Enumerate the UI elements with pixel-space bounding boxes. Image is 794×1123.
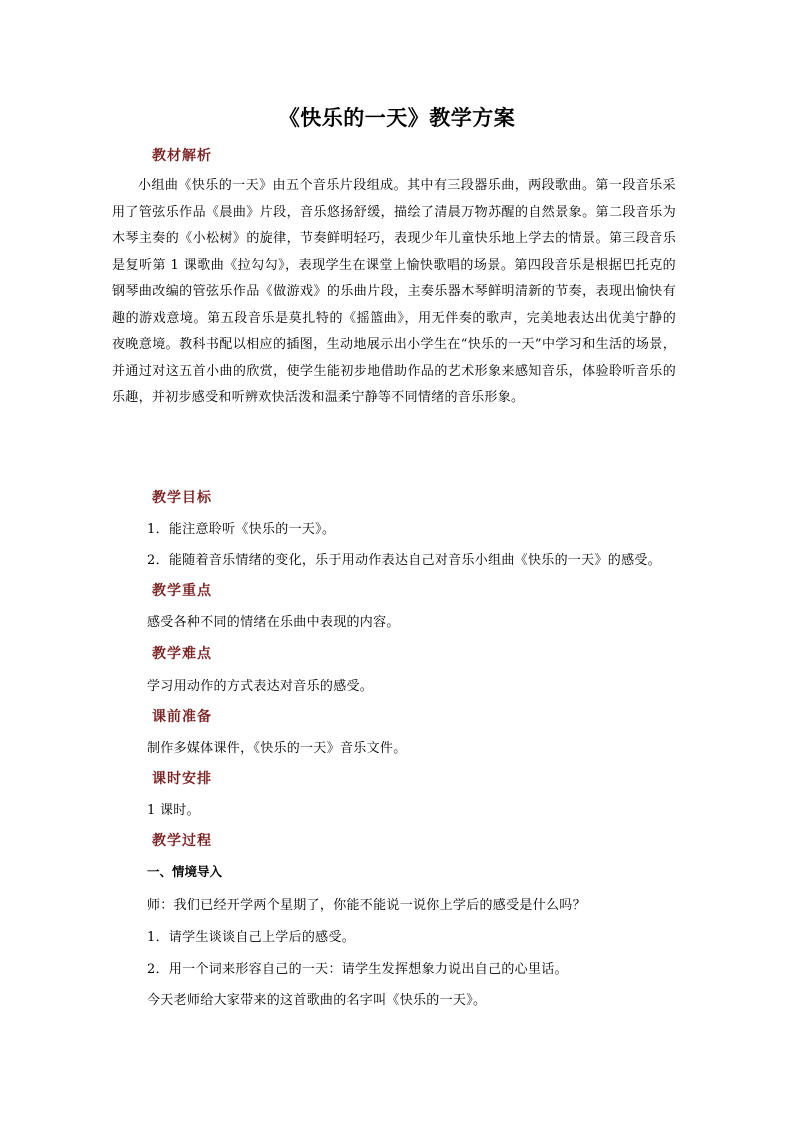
heading-objectives: 教学目标 <box>152 490 212 506</box>
document-title: 《快乐的一天》教学方案 <box>278 105 516 130</box>
heading-schedule: 课时安排 <box>152 771 212 787</box>
heading-analysis: 教材解析 <box>152 148 212 164</box>
objective-item-1: 1．能注意聆听《快乐的一天》。 <box>147 522 336 537</box>
heading-process: 教学过程 <box>152 833 212 849</box>
process-line-3: 2．用一个词来形容自己的一天：请学生发挥想象力说出自己的心里话。 <box>147 962 568 977</box>
heading-key-points: 教学重点 <box>152 583 212 599</box>
key-points-text: 感受各种不同的情绪在乐曲中表现的内容。 <box>147 615 400 630</box>
heading-preparation: 课前准备 <box>152 709 212 725</box>
process-step1-title: 一、情境导入 <box>147 864 223 879</box>
heading-difficulties: 教学难点 <box>152 646 212 662</box>
analysis-paragraph: 小组曲《快乐的一天》由五个音乐片段组成。其中有三段器乐曲，两段歌曲。第一段音乐采用了管弦乐作品《晨曲》片段，音乐悠扬舒缓，描绘了清晨万物苏醒的自然景象。第二段音乐为木琴主奏的《小松树》的旋律，节奏鲜明轻巧，表现少年儿童快乐地上学去的情景。第三段音乐是复听第 1 课歌曲《拉勾勾》，表现学生在课堂上愉快歌唱的场景。第四段音乐是根据巴托克的钢琴曲改编的管弦乐作品《做游戏》的乐曲片段，主奏乐器木琴鲜明清新的节奏，表现出愉快有趣的游戏意境。第五段音乐是莫扎特的《摇篮曲》，用无伴奏的歌声，完美地表达出优美宁静的夜晚意境。教科书配以相应的插图，生动地展示出小学生在“快乐的一天”中学习和生活的场景，并通过对这五首小曲的欣赏，使学生能初步地借助作品的艺术形象来感知音乐，体验聆听音乐的乐趣，并初步感受和听辨欢快活泼和温柔宁静等不同情绪的音乐形象。 <box>112 178 676 405</box>
schedule-text: 1 课时。 <box>147 803 200 818</box>
process-line-1: 师：我们已经开学两个星期了，你能不能说一说你上学后的感受是什么吗？ <box>147 898 586 913</box>
process-line-2: 1．请学生谈谈自己上学后的感受。 <box>147 930 356 945</box>
objective-item-2: 2．能随着音乐情绪的变化，乐于用动作表达自己对音乐小组曲《快乐的一天》的感受。 <box>147 553 661 568</box>
process-line-4: 今天老师给大家带来的这首歌曲的名字叫《快乐的一天》。 <box>147 993 487 1008</box>
difficulties-text: 学习用动作的方式表达对音乐的感受。 <box>147 679 374 694</box>
preparation-text: 制作多媒体课件，《快乐的一天》音乐文件。 <box>147 741 407 756</box>
